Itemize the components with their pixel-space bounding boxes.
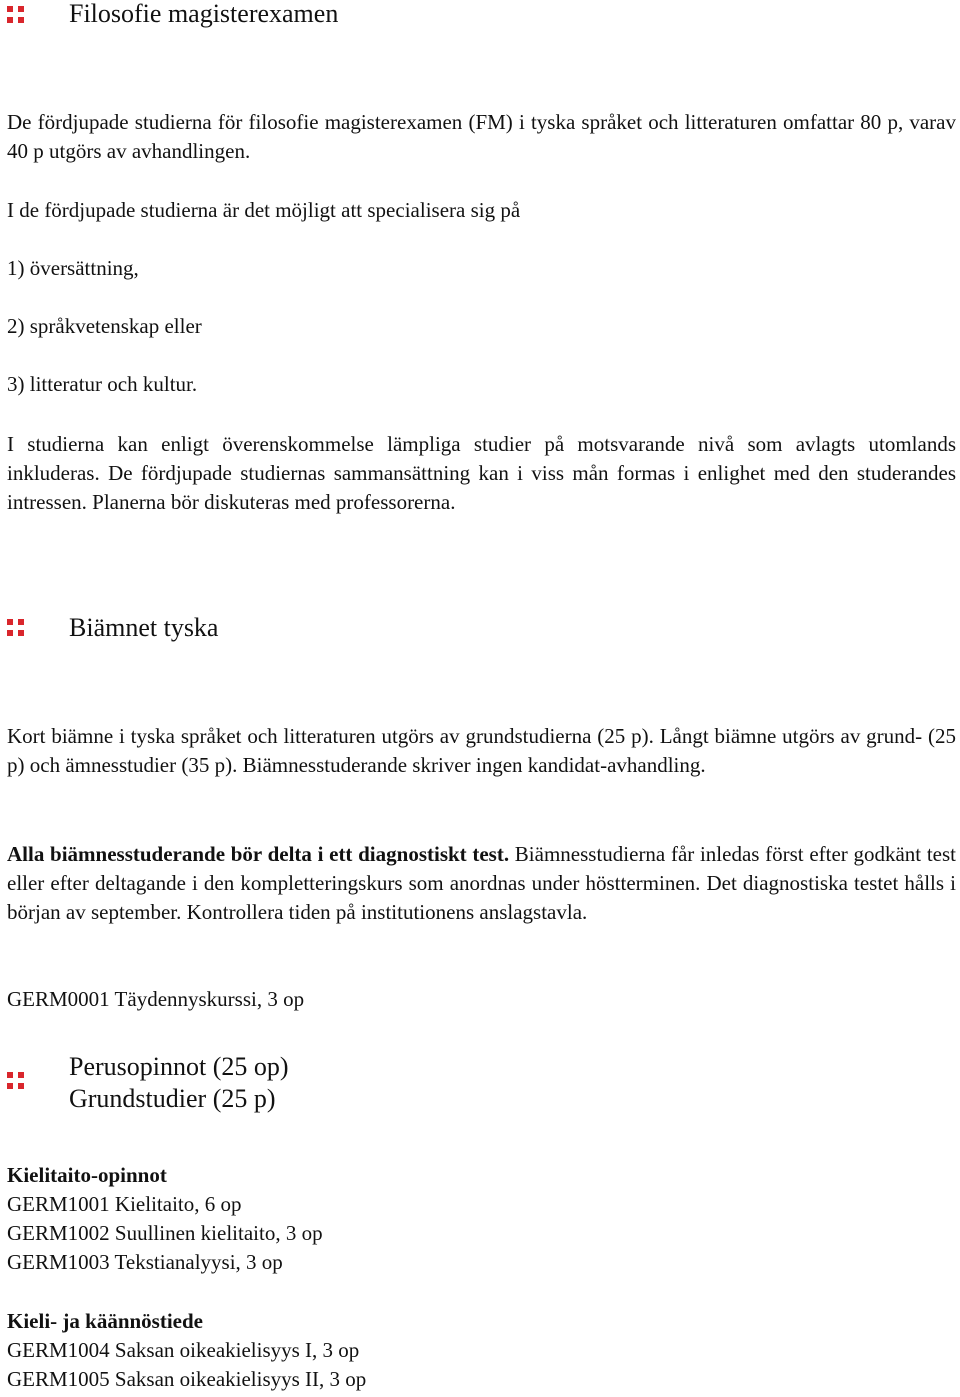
section-heading-biamnet-tyska: Biämnet tyska xyxy=(69,613,219,642)
course-item: GERM1004 Saksan oikeakielisyys I, 3 op xyxy=(7,1338,360,1362)
studies-abroad-paragraph: I studierna kan enligt överenskommelse lämpliga studier på motsvarande nivå som avlagts utomlands inkluderas. De fördjupade studiernas sammansättning kan i viss mån formas i enlighet med den studerandes intressen. Planerna bör diskuteras med professorerna. xyxy=(7,432,956,514)
diagnostic-test-bold-text: Alla biämnesstuderande bör delta i ett diagnostiskt test. xyxy=(7,842,510,866)
diagnostic-test-paragraph xyxy=(7,840,956,927)
heading-line-finnish: Perusopinnot (25 op) xyxy=(69,1052,289,1081)
heading-line-swedish: Grundstudier (25 p) xyxy=(69,1084,276,1113)
section-heading-perusopinnot xyxy=(69,1051,289,1115)
minor-subject-paragraph: Kort biämne i tyska språket och litteraturen utgörs av grundstudierna (25 p). Långt biämne utgörs av grund- (25 p) och ämnesstudier (35 p). Biämnesstuderande skriver ingen kandidat-avhandling. xyxy=(7,724,956,777)
course-group-title: Kielitaito-opinnot xyxy=(7,1163,167,1187)
option-item: 1) översättning, xyxy=(7,256,139,280)
red-square-bullet-icon xyxy=(7,1072,24,1089)
red-square-bullet-icon xyxy=(7,6,24,23)
option-item: 3) litteratur och kultur. xyxy=(7,372,198,396)
diagnostic-test-text: Biämnesstudierna får inledas först efter godkänt test eller efter deltagande i den kompletteringskurs som anordnas under höstterminen. Det diagnostiska testet hålls i början av september. Kontrollera tiden på institutionens anslagstavla. xyxy=(7,842,956,924)
supplementary-course: GERM0001 Täydennyskurssi, 3 op xyxy=(7,987,305,1011)
section-heading-filosofie-magisterexamen: Filosofie magisterexamen xyxy=(69,0,339,28)
course-group-title: Kieli- ja käännöstiede xyxy=(7,1309,204,1333)
course-item: GERM1005 Saksan oikeakielisyys II, 3 op xyxy=(7,1367,367,1391)
intro-paragraph: De fördjupade studierna för filosofie magisterexamen (FM) i tyska språket och litteraturen omfattar 80 p, varav 40 p utgörs av avhandlingen. xyxy=(7,110,956,163)
red-square-bullet-icon xyxy=(7,619,24,636)
option-item: 2) språkvetenskap eller xyxy=(7,314,202,338)
course-group xyxy=(7,1307,956,1394)
specialize-paragraph: I de fördjupade studierna är det möjligt att specialisera sig på xyxy=(7,198,521,222)
course-item: GERM1001 Kielitaito, 6 op xyxy=(7,1192,242,1216)
course-item: GERM1003 Tekstianalyysi, 3 op xyxy=(7,1250,283,1274)
course-group xyxy=(7,1161,956,1277)
course-item: GERM1002 Suullinen kielitaito, 3 op xyxy=(7,1221,323,1245)
